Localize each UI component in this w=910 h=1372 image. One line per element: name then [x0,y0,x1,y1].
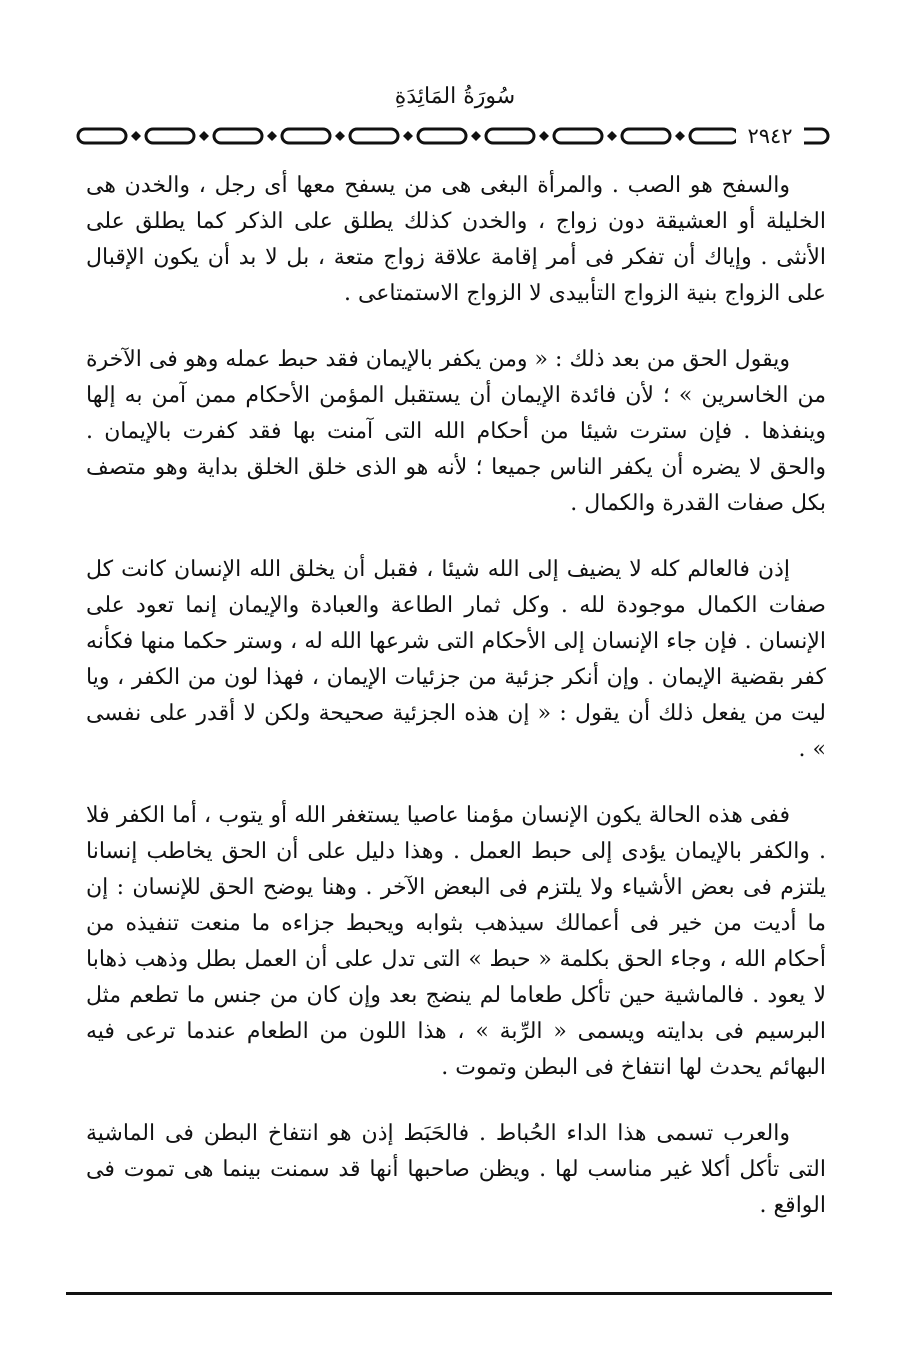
footer-rule [66,1292,832,1295]
paragraph: ففى هذه الحالة يكون الإنسان مؤمنا عاصيا يستغفر الله أو يتوب ، أما الكفر فلا . والكفر بالإيمان يؤدى إلى حبط العمل . وهذا دليل على أن الحق يخاطب إنسانا يلتزم فى بعض الأشياء ولا يلتزم فى البعض الآخر . وهنا يوضح الحق للإنسان : إن ما أديت من خير فى أعمالك سيذهب بثوابه ويحبط جزاءه ما منعت تنفيذه من أحكام الله ، وجاء الحق بكلمة « حبط » التى تدل على أن العمل بطل وذهب ذهابا لا يعود . فالماشية حين تأكل طعاما لم ينضج بعد وإن كان من جنس ما تطعم مثل البرسيم فى بدايته ويسمى « الرِّبة » ، هذا اللون من الطعام عندما ترعى فيه البهائم يحدث لها انتفاخ فى البطن وتموت . [86,803,826,1080]
paragraph: ويقول الحق من بعد ذلك : « ومن يكفر بالإيمان فقد حبط عمله وهو فى الآخرة من الخاسرين » ؛ لأن فائدة الإيمان أن يستقبل المؤمن الأحكام ممن آمن به إلها وينفذها . فإن سترت شيئا من أحكام الله التى آمنت بها فقد كفرت بالإيمان . والحق لا يضره أن يكفر الناس جميعا ؛ لأنه هو الذى خلق الخلق بداية وهو متصف بكل صفات القدرة والكمال . [86,347,826,516]
surah-title: سُورَةُ المَائِدَةِ [394,84,516,109]
paragraph: إذن فالعالم كله لا يضيف إلى الله شيئا ، فقبل أن يخلق الله الإنسان كانت كل صفات الكمال موجودة لله . وكل ثمار الطاعة والعبادة والإيمان إنما تعود على الإنسان . فإن جاء الإنسان إلى الأحكام التى شرعها الله له ، وستر حكما منها فكأنه كفر بقضية الإيمان . وإن أنكر جزئية من جزئيات الإيمان ، فهذا لون من الكفر ، ويا ليت من يفعل ذلك أن يقول : « إن هذه الجزئية صحيحة ولكن لا أقدر على نفسى » . [86,557,826,762]
paragraph: والسفح هو الصب . والمرأة البغى هى من يسفح معها أى رجل ، والخدن هى الخليلة أو العشيقة دون زواج ، والخدن كذلك يطلق على الذكر كما يطلق على الأنثى . وإياك أن تفكر فى أمر إقامة علاقة زواج متعة ، بل لا بد أن يكون الإقبال على الزواج بنية الزواج التأبيدى لا الزواج الاستمتاعى . [86,173,826,306]
ornamental-border [74,122,832,150]
body-text [86,168,826,1254]
page-number: ٢٩٤٢ [736,122,804,150]
paragraph: والعرب تسمى هذا الداء الحُباط . فالحَبَط إذن هو انتفاخ البطن فى الماشية التى تأكل أكلا غير مناسب لها . ويظن صاحبها أنها قد سمنت بينما هى تموت فى الواقع . [86,1121,826,1218]
